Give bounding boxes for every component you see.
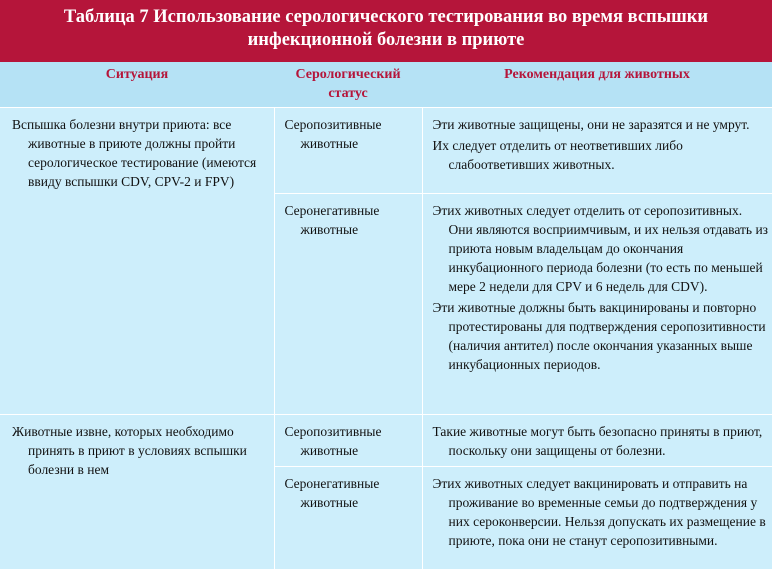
table-title [0,0,772,62]
recommendation-paragraph: Эти животные защищены, они не заразятся и не умрут. [432,117,750,132]
header-recommendation: Рекомендация для животных [422,62,772,108]
recommendation-cell [422,415,772,467]
situation-cell [0,415,274,569]
situation-text: Вспышка болезни внутри приюта: все животные в приюте должны пройти серологическое тестирование (имеются ввиду вспышки CDV, CPV-2 и FPV) [12,117,257,189]
situation-text: Животные извне, которых необходимо принять в приют в условиях вспышки болезни в нем [12,424,247,477]
recommendation-paragraph: Их следует отделить от неответивших либо слабоответивших животных. [432,138,683,172]
table-title-line-1: Таблица 7 Использование серологического тестирования во время вспышки [63,7,709,27]
recommendation-cell [422,194,772,415]
status-text: Серопозитивные животные [284,424,382,458]
recommendation-paragraph: Эти животные должны быть вакцинированы и повторно протестированы для подтверждения серопозитивности (наличия антител) после окончания указанных выше инкубационных периодов. [432,300,766,372]
header-row [0,62,772,108]
situation-cell [0,108,274,415]
recommendation-cell [422,467,772,569]
status-cell [274,194,422,415]
serology-table [0,62,772,569]
table-row [0,108,772,194]
recommendation-cell [422,108,772,194]
table-row [0,415,772,467]
header-status: Серологический статус [274,62,422,108]
status-cell [274,108,422,194]
status-cell [274,467,422,569]
recommendation-paragraph: Такие животные могут быть безопасно приняты в приют, поскольку они защищены от болезни. [432,424,763,458]
header-situation: Ситуация [0,62,274,108]
recommendation-paragraph: Этих животных следует отделить от серопозитивных. Они являются восприимчивым, и их нельзя отдавать из приюта новым владельцам до окончания инкубационного периода болезни (то есть по меньшей мере 2 недели для CPV и 6 недель для CDV). [432,203,769,294]
status-text: Серонегативные животные [284,476,380,510]
status-text: Серопозитивные животные [284,117,382,151]
table-title-line-2: инфекционной болезни в приюте [247,30,525,50]
status-cell [274,415,422,467]
recommendation-paragraph: Этих животных следует вакцинировать и отправить на проживание во временные семьи до подтверждения у них сероконверсии. Нельзя допускать их размещение в приюте, пока они не станут серопозитивными. [432,476,766,548]
status-text: Серонегативные животные [284,203,380,237]
